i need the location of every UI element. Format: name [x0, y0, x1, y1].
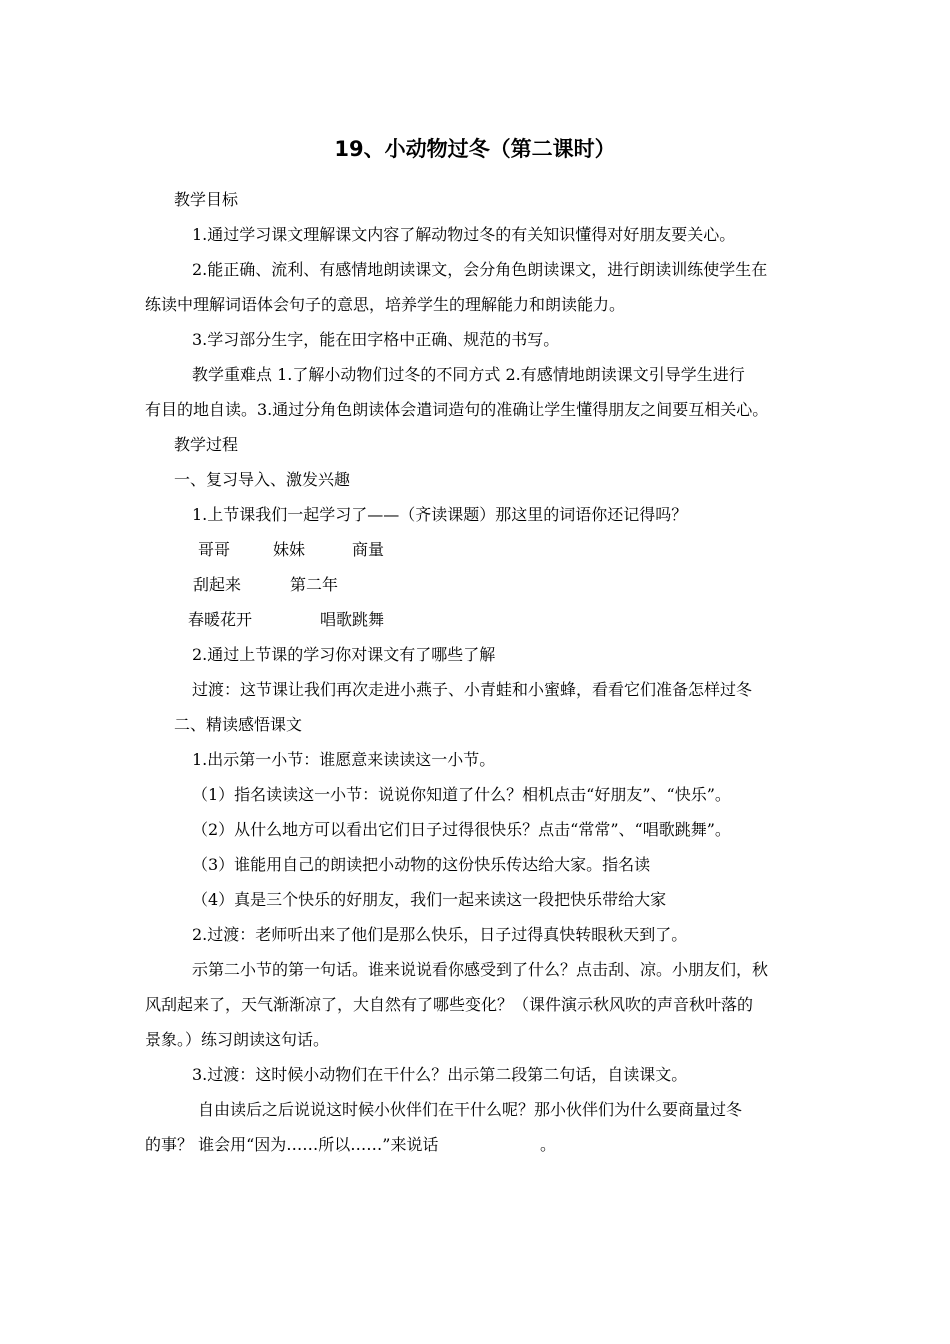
section-1-heading: 一、复习导入、激发兴趣 — [174, 470, 351, 489]
step-3-para-line-2: 的事？ 谁会用“因为……所以……”来说话 — [145, 1135, 439, 1154]
trailing-period: 。 — [540, 1135, 557, 1154]
step-2-para-line-2: 风刮起来了，天气渐渐凉了，大自然有了哪些变化？（课件演示秋风吹的声音秋叶落的 — [145, 995, 754, 1014]
vocab-word: 商量 — [352, 540, 385, 559]
step-3: 3.过渡：这时候小动物们在干什么？出示第二段第二句话，自读课文。 — [192, 1065, 688, 1084]
key-points-line-2: 有目的地自读。3.通过分角色朗读体会遣词造句的准确让学生懂得朋友之间要互相关心。 — [145, 400, 769, 419]
vocab-word: 哥哥 — [198, 540, 231, 559]
vocab-word: 刮起来 — [193, 575, 242, 594]
goal-item-2-line-1: 2.能正确、流利、有感情地朗读课文，会分角色朗读课文，进行朗读训练使学生在 — [192, 260, 768, 279]
vocab-word: 唱歌跳舞 — [320, 610, 385, 629]
step-1-sub-2: （2）从什么地方可以看出它们日子过得很快乐？点击“常常”、“唱歌跳舞”。 — [192, 820, 731, 839]
heading-teaching-goals: 教学目标 — [174, 190, 239, 209]
vocab-word: 春暖花开 — [188, 610, 253, 629]
key-points-line-1: 教学重难点 1.了解小动物们过冬的不同方式 2.有感情地朗读课文引导学生进行 — [192, 365, 745, 384]
step-1-sub-4: （4）真是三个快乐的好朋友，我们一起来读这一段把快乐带给大家 — [192, 890, 667, 909]
step-1-sub-1: （1）指名读读这一小节：说说你知道了什么？相机点击“好朋友”、“快乐”。 — [192, 785, 731, 804]
step-1-sub-3: （3）谁能用自己的朗读把小动物的这份快乐传达给大家。指名读 — [192, 855, 651, 874]
goal-item-2-line-2: 练读中理解词语体会句子的意思，培养学生的理解能力和朗读能力。 — [145, 295, 626, 314]
step-2-para-line-3: 景象。）练习朗读这句话。 — [145, 1030, 330, 1049]
vocab-word: 第二年 — [290, 575, 339, 594]
goal-item-1: 1.通过学习课文理解课文内容了解动物过冬的有关知识懂得对好朋友要关心。 — [192, 225, 736, 244]
step-3-para-line-1: 自由读后之后说说这时候小伙伴们在干什么呢？那小伙伴们为什么要商量过冬 — [198, 1100, 743, 1119]
review-item-2: 2.通过上节课的学习你对课文有了哪些了解 — [192, 645, 496, 664]
section-2-heading: 二、精读感悟课文 — [174, 715, 303, 734]
step-2: 2.过渡：老师听出来了他们是那么快乐，日子过得真快转眼秋天到了。 — [192, 925, 688, 944]
step-1: 1.出示第一小节：谁愿意来读读这一小节。 — [192, 750, 496, 769]
page-title: 19、小动物过冬（第二课时） — [334, 137, 616, 161]
step-2-para-line-1: 示第二小节的第一句话。谁来说说看你感受到了什么？点击刮、凉。小朋友们，秋 — [192, 960, 769, 979]
goal-item-3: 3.学习部分生字，能在田字格中正确、规范的书写。 — [192, 330, 560, 349]
heading-teaching-process: 教学过程 — [174, 435, 239, 454]
review-question: 1.上节课我们一起学习了——（齐读课题）那这里的词语你还记得吗？ — [192, 505, 688, 524]
vocab-word: 妹妹 — [273, 540, 306, 559]
transition-1: 过渡：这节课让我们再次走进小燕子、小青蛙和小蜜蜂，看看它们准备怎样过冬 — [192, 680, 753, 699]
